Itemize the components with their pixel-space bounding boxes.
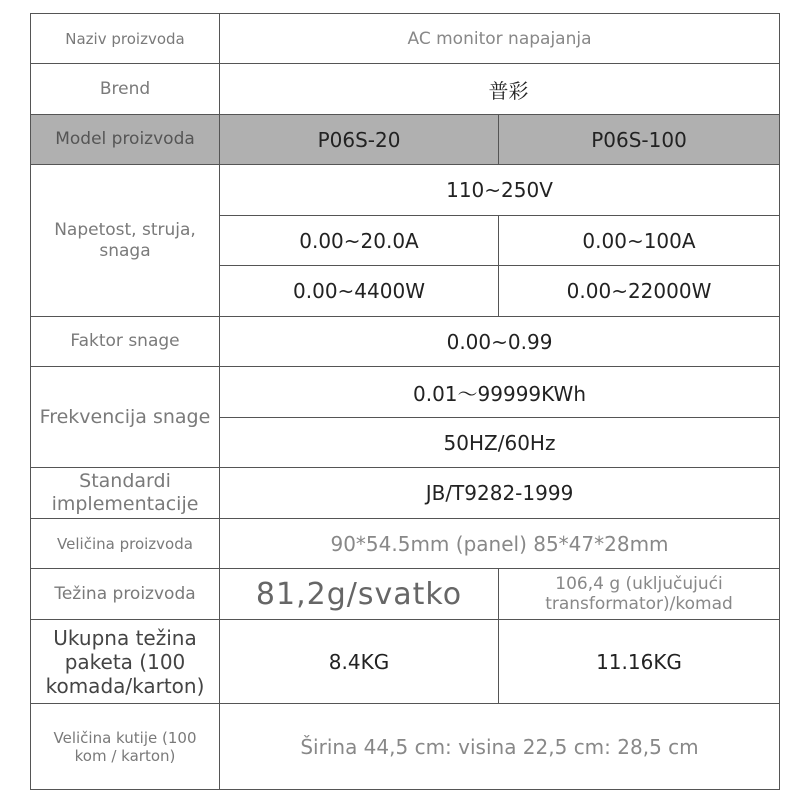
- row-size: [31, 519, 780, 569]
- package-weight-label: Ukupna težina paketa (100 komada/karton): [31, 620, 220, 704]
- power-factor-value: 0.00~0.99: [220, 317, 780, 367]
- power-factor-label: Faktor snage: [31, 317, 220, 367]
- row-energy: [31, 367, 780, 418]
- product-name-label: Naziv proizvoda: [31, 14, 220, 64]
- power-col1: 0.00~4400W: [220, 266, 499, 317]
- vcp-label: Napetost, struja, snaga: [31, 165, 220, 317]
- box-size-label: Veličina kutije (100 kom / karton): [31, 704, 220, 790]
- model-col1: P06S-20: [220, 115, 499, 165]
- model-label: Model proizvoda: [31, 115, 220, 165]
- standards-label: Standardi implementacije: [31, 468, 220, 519]
- row-box-size: [31, 704, 780, 790]
- product-name-value: AC monitor napajanja: [220, 14, 780, 64]
- brand-value: 普彩: [220, 64, 780, 115]
- row-standards: [31, 468, 780, 519]
- current-col2: 0.00~100A: [499, 216, 780, 266]
- power-col2: 0.00~22000W: [499, 266, 780, 317]
- weight-col2: 106,4 g (uključujući transformator)/komad: [499, 569, 780, 620]
- row-package-weight: [31, 620, 780, 704]
- frequency-value: 50HZ/60Hz: [220, 418, 780, 468]
- frequency-label: Frekvencija snage: [31, 367, 220, 468]
- brand-label: Brend: [31, 64, 220, 115]
- size-label: Veličina proizvoda: [31, 519, 220, 569]
- current-col1: 0.00~20.0A: [220, 216, 499, 266]
- standards-value: JB/T9282-1999: [220, 468, 780, 519]
- weight-col1: 81,2g/svatko: [220, 569, 499, 620]
- spec-table: [30, 13, 780, 790]
- size-value: 90*54.5mm (panel) 85*47*28mm: [220, 519, 780, 569]
- voltage-value: 110~250V: [220, 165, 780, 216]
- box-size-value: Širina 44,5 cm: visina 22,5 cm: 28,5 cm: [220, 704, 780, 790]
- package-weight-col2: 11.16KG: [499, 620, 780, 704]
- row-model: [31, 115, 780, 165]
- row-product-name: [31, 14, 780, 64]
- row-brand: [31, 64, 780, 115]
- weight-label: Težina proizvoda: [31, 569, 220, 620]
- package-weight-col1: 8.4KG: [220, 620, 499, 704]
- energy-value: 0.01～99999KWh: [220, 367, 780, 418]
- row-voltage: [31, 165, 780, 216]
- row-weight: [31, 569, 780, 620]
- row-power-factor: [31, 317, 780, 367]
- model-col2: P06S-100: [499, 115, 780, 165]
